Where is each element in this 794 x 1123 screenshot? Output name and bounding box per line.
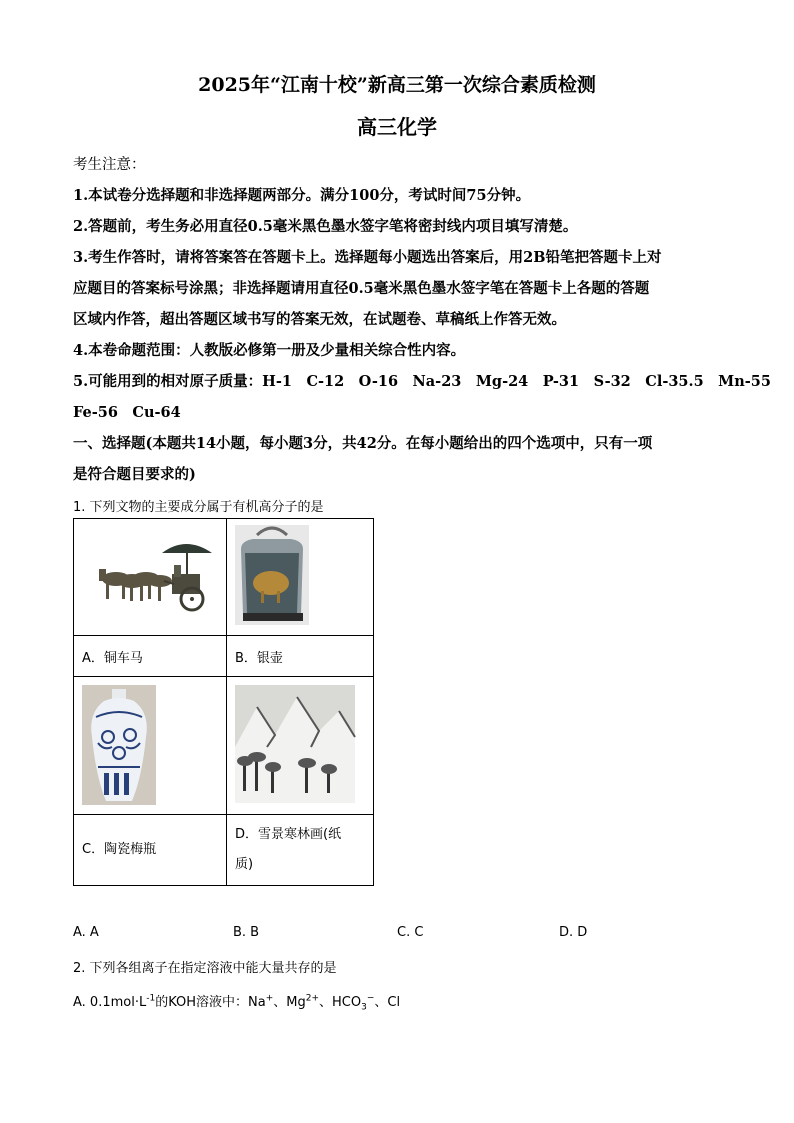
- question-1-table: [73, 518, 374, 886]
- exam-title: 2025年“江南十校”新高三第一次综合素质检测: [198, 74, 596, 96]
- option-d-label: [227, 815, 374, 886]
- q2-hco-subscript: 3: [361, 1002, 367, 1013]
- q2-a-mid: 的KOH溶液中：Na: [155, 995, 266, 1010]
- porcelain-vase-image-cell: [74, 677, 227, 815]
- notice-item-3-cont-1: 应题目的答案标号涂黑；非选择题请用直径0.5毫米黑色墨水签字笔在答题卡上各题的答题: [73, 280, 650, 297]
- q2-na-charge: +: [265, 993, 274, 1004]
- porcelain-vase-image: [74, 677, 226, 810]
- notice-item-5-cont: Fe-56 Cu-64: [73, 404, 181, 421]
- notice-heading: 考生注意：: [73, 157, 146, 173]
- silver-pot-image: [227, 519, 373, 631]
- notice-item-1: 1.本试卷分选择题和非选择题两部分。满分100分，考试时间75分钟。: [73, 187, 531, 204]
- q2-cl: 、Cl: [374, 995, 401, 1010]
- notice-item-2: 2.答题前，考生务必用直径0.5毫米黑色墨水签字笔将密封线内项目填写清楚。: [73, 218, 578, 235]
- answer-option-b[interactable]: B. B: [233, 925, 260, 940]
- q2-mg: 、Mg: [273, 995, 306, 1010]
- section-heading: 一、选择题(本题共14小题，每小题3分，共42分。在每小题给出的四个选项中，只有一项: [73, 435, 653, 452]
- q2-hco-charge: −: [366, 993, 375, 1004]
- notice-item-4: 4.本卷命题范围：人教版必修第一册及少量相关综合性内容。: [73, 342, 466, 359]
- notice-item-5: 5.可能用到的相对原子质量：H-1 C-12 O-16 Na-23 Mg-24 P-31 S-32 Cl-35.5 Mn-55: [73, 373, 771, 390]
- question-2-option-a: [73, 991, 723, 1013]
- q2-a-prefix: A. 0.1mol·L: [73, 995, 147, 1010]
- notice-item-3-cont-2: 区域内作答，超出答题区域书写的答案无效，在试题卷、草稿纸上作答无效。: [73, 311, 566, 328]
- q2-hco: 、HCO: [319, 995, 362, 1010]
- q2-a-unit-exponent: -1: [146, 993, 156, 1004]
- section-heading-cont: 是符合题目要求的): [73, 466, 196, 483]
- bronze-chariot-image-cell: [74, 519, 227, 636]
- snow-landscape-painting-image-cell: [227, 677, 374, 815]
- question-2-stem: 2. 下列各组离子在指定溶液中能大量共存的是: [73, 961, 337, 976]
- snow-landscape-painting-image: [227, 677, 373, 810]
- option-d-label-line-2: 质): [235, 857, 254, 872]
- option-d-label-line-1: D．雪景寒林画(纸: [235, 827, 342, 842]
- option-b-label: B．银壶: [227, 636, 374, 677]
- bronze-chariot-image: [74, 519, 226, 631]
- answer-option-a[interactable]: A. A: [73, 925, 99, 940]
- question-1-stem: 1. 下列文物的主要成分属于有机高分子的是: [73, 500, 324, 515]
- option-a-label: A．铜车马: [74, 636, 227, 677]
- option-c-label: C．陶瓷梅瓶: [74, 815, 227, 886]
- exam-subject: 高三化学: [357, 115, 437, 139]
- silver-pot-image-cell: [227, 519, 374, 636]
- q2-mg-charge: 2+: [305, 993, 320, 1004]
- notice-item-3: 3.考生作答时，请将答案答在答题卡上。选择题每小题选出答案后，用2B铅笔把答题卡上对: [73, 249, 662, 266]
- answer-option-d[interactable]: D. D: [559, 925, 588, 940]
- answer-option-c[interactable]: C. C: [397, 925, 424, 940]
